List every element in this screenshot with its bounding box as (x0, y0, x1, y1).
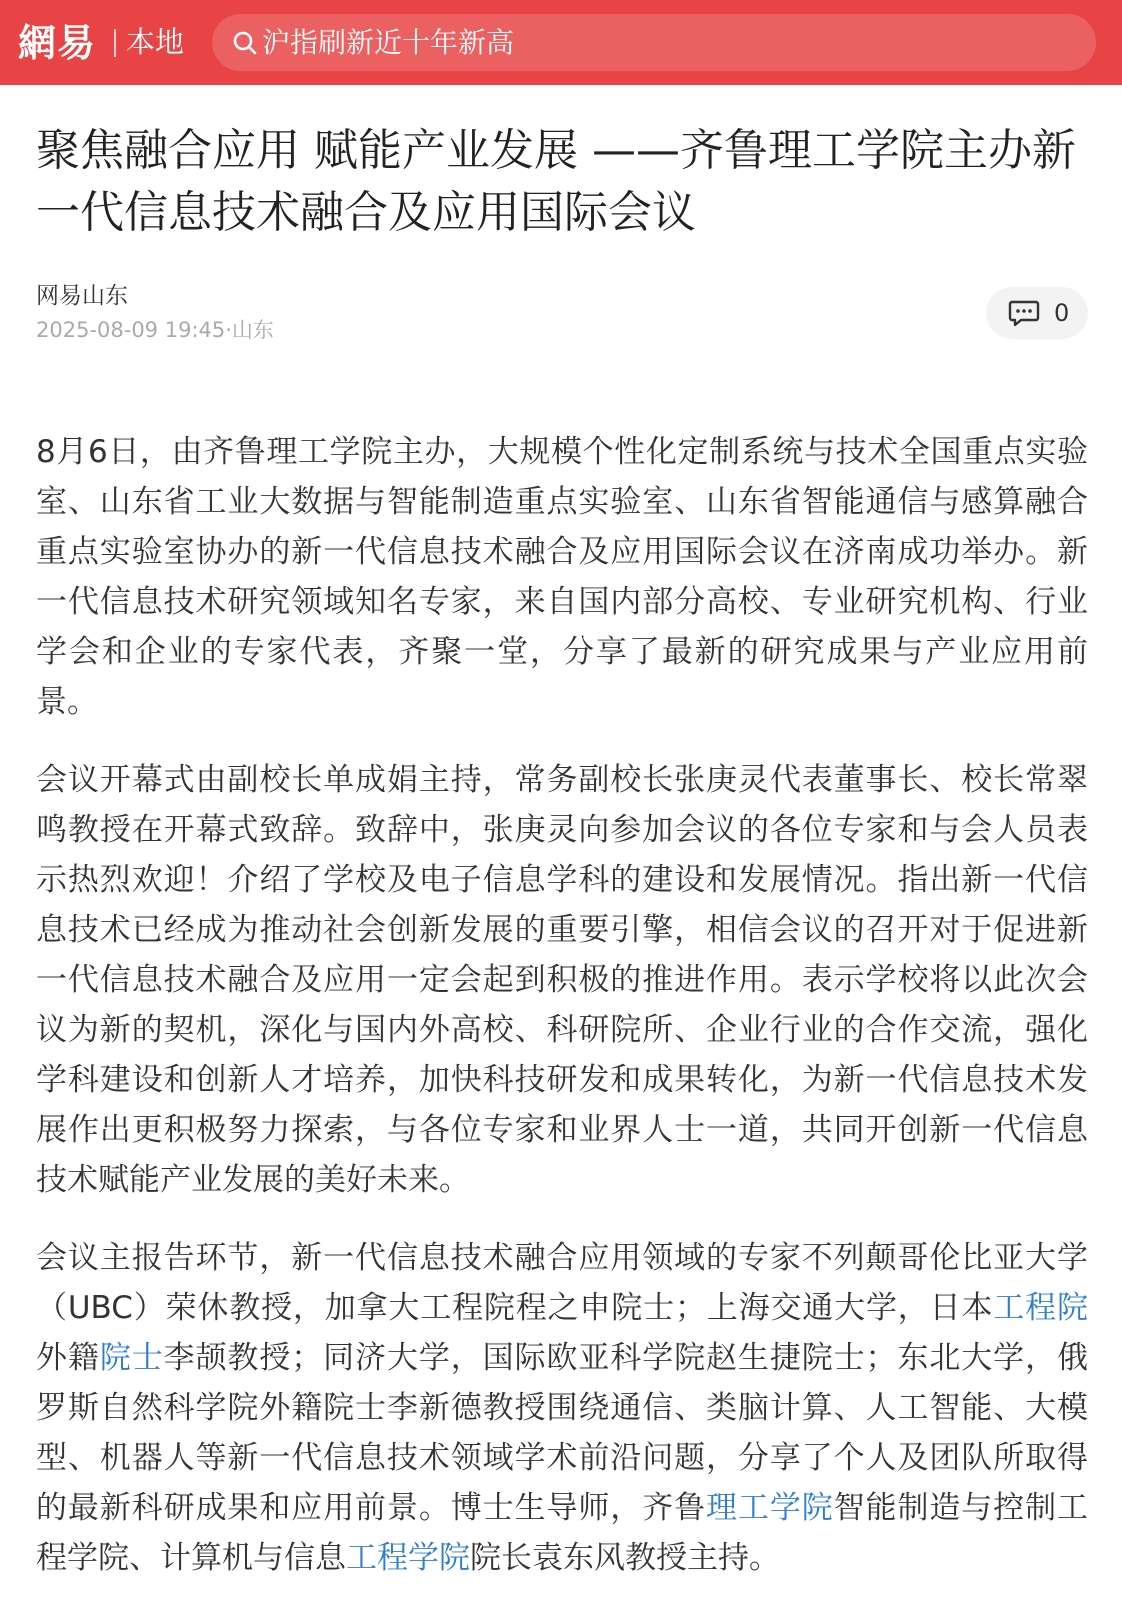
keyword-link-academician[interactable]: 院士 (99, 1340, 164, 1376)
comment-button[interactable] (986, 287, 1088, 339)
keyword-link-institute-of-technology[interactable]: 理工学院 (706, 1490, 834, 1526)
top-bar (0, 0, 1122, 85)
channel-label[interactable]: 本地 (126, 25, 185, 59)
netease-logo[interactable]: 網易 (18, 19, 97, 65)
article-paragraph-3 (36, 1233, 1088, 1583)
article-source[interactable]: 网易山东 (36, 283, 128, 309)
search-icon (232, 30, 258, 56)
search-query-text[interactable]: 沪指刷新近十年新高 (262, 25, 515, 59)
paragraph-3-text-3: 李颉教授；同济大学，国际欧亚科学院赵生捷院士；东北大学，俄罗斯自然科学院外籍院士李新德教授围绕通信、类脑计算、人工智能、大模型、机器人等新一代信息技术领域学术前沿问题，分享了个人及团队所取得的最新科研成果和应用前景。博士生导师，齐鲁 (36, 1340, 1088, 1526)
comment-count: 0 (1054, 299, 1070, 327)
article-meta: 2025-08-09 19:45·山东 (36, 318, 274, 342)
paragraph-3-text-4: 智能制造与控制工程学院、计算机与信息 (36, 1490, 1088, 1576)
search-bar[interactable] (212, 14, 1096, 71)
article-body (36, 427, 1088, 1611)
keyword-link-engineering-school[interactable]: 工程学院 (346, 1540, 470, 1576)
paragraph-3-text-1: 会议主报告环节，新一代信息技术融合应用领域的专家不列颠哥伦比亚大学（UBC）荣休教授，加拿大工程院程之申院士；上海交通大学，日本 (36, 1240, 1088, 1326)
article-paragraph-1: 8月6日，由齐鲁理工学院主办，大规模个性化定制系统与技术全国重点实验室、山东省工业大数据与智能制造重点实验室、山东省智能通信与感算融合重点实验室协办的新一代信息技术融合及应用国际会议在济南成功举办。新一代信息技术研究领域知名专家，来自国内部分高校、专业研究机构、行业学会和企业的专家代表，齐聚一堂，分享了最新的研究成果与产业应用前景。 (36, 434, 1088, 720)
comment-icon (1008, 299, 1040, 327)
article-title: 聚焦融合应用 赋能产业发展 ——齐鲁理工学院主办新一代信息技术融合及应用国际会议 (36, 125, 1076, 238)
header-divider (114, 29, 116, 57)
keyword-link-engineering-academy[interactable]: 工程院 (993, 1290, 1089, 1326)
paragraph-3-text-2: 外籍 (36, 1340, 100, 1376)
article-paragraph-2: 会议开幕式由副校长单成娟主持，常务副校长张庚灵代表董事长、校长常翠鸣教授在开幕式致辞。致辞中，张庚灵向参加会议的各位专家和与会人员表示热烈欢迎！介绍了学校及电子信息学科的建设和发展情况。指出新一代信息技术已经成为推动社会创新发展的重要引擎，相信会议的召开对于促进新一代信息技术融合及应用一定会起到积极的推进作用。表示学校将以此次会议为新的契机，深化与国内外高校、科研院所、企业行业的合作交流，强化学科建设和创新人才培养，加快科技研发和成果转化，为新一代信息技术发展作出更积极努力探索，与各位专家和业界人士一道，共同开创新一代信息技术赋能产业发展的美好未来。 (36, 762, 1088, 1198)
paragraph-3-text-5: 院长袁东风教授主持。 (470, 1540, 780, 1576)
